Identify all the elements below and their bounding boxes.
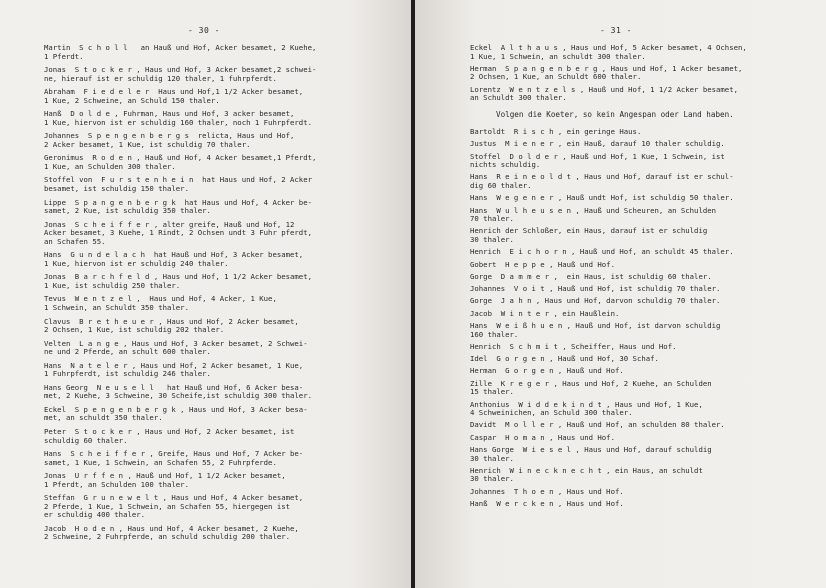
register-entry: Tevus W e n t z e l , Haus und Hof, 4 Acker, 1 Kue, 1 Schwein, an Schuldt 350 thaler.: [44, 294, 277, 313]
register-entry: Henrich E i c h o r n , Hauß und Hof, an schuldt 45 thaler.: [470, 247, 734, 257]
register-entry: Peter S t o c k e r , Haus und Hof, 2 Acker besamet, ist schuldig 60 thaler.: [44, 426, 295, 445]
register-entry: Henrich W i n e c k n e c h t , ein Haus, an schuldt 30 thaler.: [470, 465, 703, 484]
register-entry: Eckel S p e n g e n b e r g k , Haus und Hof, 3 Acker besa- met, an schuldt 350 thaler.: [44, 404, 308, 423]
register-entry: Zille K r e g e r , Haus und Hof, 2 Kuehe, an Schulden 15 thaler.: [470, 378, 712, 397]
register-entry: Jonas S c h e i f f e r , alter greife, Hauß und Hof, 12 Acker besamet, 3 Kuehe, 1 Rindt, 2 Ochsen undt 3 Fuhr pferdt, an Schafen 55.: [44, 219, 312, 246]
register-entry: Jonas U r f f e n , Hauß und Hof, 1 1/2 Acker besamet, 1 Pferdt, an Schulden 100 thaler.: [44, 471, 286, 489]
register-entry: Hans Gorge W i e s e l , Haus und Hof, darauf schuldig 30 thaler.: [470, 445, 712, 463]
register-entry: Stoffel D o l d e r , Hauß und Hof, 1 Kue, 1 Schwein, ist nichts schuldig.: [470, 151, 725, 170]
right-page: [415, 0, 826, 588]
register-entry: Henrich der Schloßer, ein Haus, darauf ist er schuldig 30 thaler.: [470, 226, 708, 244]
register-entry: Eckel A l t h a u s , Haus und Hof, 5 Acker besamet, 4 Ochsen, 1 Kue, 1 Schwein, an schuldt 300 thaler.: [470, 43, 747, 61]
register-entry: Gorge D a m m e r , ein Haus, ist schuldig 60 thaler.: [470, 271, 712, 281]
register-entry: Johannes T h o e n , Haus und Hof.: [470, 486, 624, 496]
register-entry: Justus M i e n e r , ein Hauß, darauf 10 thaler schuldig.: [470, 139, 725, 149]
right-entries-top: [470, 44, 790, 103]
left-page: [0, 0, 411, 588]
register-entry: Davidt M o l l e r , Hauß und Hof, an schulden 80 thaler.: [470, 420, 725, 430]
register-entry: Johannes S p e n g e n b e r g s relicta, Haus und Hof, 2 Acker besamet, 1 Kue, ist schuldig 70 thaler.: [44, 131, 295, 149]
register-entry: Jacob H o d e n , Haus und Hof, 4 Acker besamet, 2 Kuehe, 2 Schweine, 2 Fuhrpferde, an schuld schuldig 200 thaler.: [44, 523, 299, 542]
register-entry: Lippe S p a n g e n b e r g k hat Haus und Hof, 4 Acker be- samet, 2 Kue, ist schuldig 350 thaler.: [44, 197, 312, 216]
register-entry: Jonas B a r c h f e l d , Haus und Hof, 1 1/2 Acker besamet, 1 Kue, ist schuldig 250 thaler.: [44, 272, 312, 290]
register-entry: Hans W e g e n e r , Hauß undt Hof, ist schuldig 50 thaler.: [470, 193, 734, 203]
right-entries-list: [470, 44, 790, 512]
register-entry: Velten L a n g e , Haus und Hof, 3 Acker besamet, 2 Schwei- ne und 2 Pferde, an schult 600 thaler.: [44, 338, 308, 357]
register-entry: Jonas S t o c k e r , Haus und Hof, 3 Acker besamet,2 schwei- ne, hierauf ist er schuldig 120 thaler, 1 fuhrpferdt.: [44, 65, 317, 83]
left-page-number: - 30 -: [188, 26, 220, 35]
section-heading: Volgen die Koeter, so kein Angespan oder Land haben.: [496, 109, 734, 119]
register-entry: Hans W u l h e u s e n , Hauß und Scheuren, an Schulden 70 thaler.: [470, 205, 717, 224]
register-entry: Caspar H o m a n , Haus und Hof.: [470, 432, 615, 442]
register-entry: Herman G o r g e n , Hauß und Hof.: [470, 366, 624, 376]
register-entry: Martin S c h o l l an Hauß und Hof, Acker besamet, 2 Kuehe, 1 Pferdt.: [44, 43, 317, 61]
register-entry: Hanß D o l d e , Fuhrman, Haus und Hof, 3 acker besamet, 1 Kue, hiervon ist er schuldig 160 thaler, noch 1 Fuhrpferdt.: [44, 109, 312, 127]
right-page-number: - 31 -: [600, 26, 632, 35]
register-entry: Lorentz W e n t z e l s , Hauß und Hof, 1 1/2 Acker besamet, an Schuldt 300 thaler.: [470, 84, 738, 103]
right-entries-bottom: [470, 128, 790, 509]
register-entry: Hans W e i ß h u e n , Hauß und Hof, ist darvon schuldig 160 thaler.: [470, 320, 721, 339]
register-entry: Steffan G r u n e w e l t , Haus und Hof, 4 Acker besamet, 2 Pferde, 1 Kue, 1 Schwein, an Schafen 55, hiergegen ist er schuldig 400 thaler.: [44, 493, 304, 520]
register-entry: Hans S c h e i f f e r , Greife, Haus und Hof, 7 Acker be- samet, 1 Kue, 1 Schwein, an Schafen 55, 2 Fuhrpferde.: [44, 449, 304, 467]
register-entry: Geronimus R o d e n , Hauß und Hof, 4 Acker besamet,1 Pferdt, 1 Kue, an Schulden 300 thaler.: [44, 153, 317, 171]
register-entry: Anthonius W i d d e k i n d t , Haus und Hof, 1 Kue, 4 Schweinichen, an Schuld 300 thaler.: [470, 399, 703, 418]
register-entry: Hans Georg N e u s e l l hat Hauß und Hof, 6 Acker besa- met, 2 Kuehe, 3 Schweine, 30 Scheife,ist schuldig 300 thaler.: [44, 382, 312, 401]
register-entry: Hans G u n d e l a c h hat Hauß und Hof, 3 Acker besamet, 1 Kue, hiervon ist er schuldig 240 thaler.: [44, 250, 304, 268]
register-entry: Gorge J a h n , Haus und Hof, darvon schuldig 70 thaler.: [470, 296, 721, 306]
register-entry: Gobert H e p p e , Hauß und Hof.: [470, 259, 615, 269]
register-entry: Jacob W i n t e r , ein Haußlein.: [470, 308, 620, 318]
register-entry: Johannes V o i t , Hauß und Hof, ist schuldig 70 thaler.: [470, 284, 721, 294]
register-entry: Hans N a t e l e r , Haus und Hof, 2 Acker besamet, 1 Kue, 1 Fuhrpferdt, ist schuldig 246 thaler.: [44, 360, 304, 379]
register-entry: Bartoldt R i s c h , ein geringe Haus.: [470, 126, 642, 136]
register-entry: Clavus B r e t h e u e r , Haus und Hof, 2 Acker besamet, 2 Ochsen, 1 Kue, ist schuldig 202 thaler.: [44, 316, 299, 335]
register-entry: Hanß W e r c k e n , Haus und Hof.: [470, 499, 624, 509]
register-entry: Idel G o r g e n , Hauß und Hof, 30 Schaf.: [470, 354, 659, 364]
register-entry: Abraham F i e d e l e r Haus und Hof,1 1/2 Acker besamet, 1 Kue, 2 Schweine, an Schuld 150 thaler.: [44, 87, 304, 105]
register-entry: Henrich S c h m i t , Scheiffer, Haus und Hof.: [470, 341, 677, 351]
register-entry: Herman S p a n g e n b e r g , Haus und Hof, 1 Acker besamet, 2 Ochsen, 1 Kue, an Schuldt 600 thaler.: [470, 63, 743, 82]
left-entries-list: [44, 44, 384, 547]
register-entry: Hans R e i n e o l d t , Haus und Hof, darauf ist er schul- dig 60 thaler.: [470, 172, 734, 190]
register-entry: Stoffel von F u r s t e n h e i n hat Haus und Hof, 2 Acker besamet, ist schuldig 150 thaler.: [44, 175, 312, 194]
